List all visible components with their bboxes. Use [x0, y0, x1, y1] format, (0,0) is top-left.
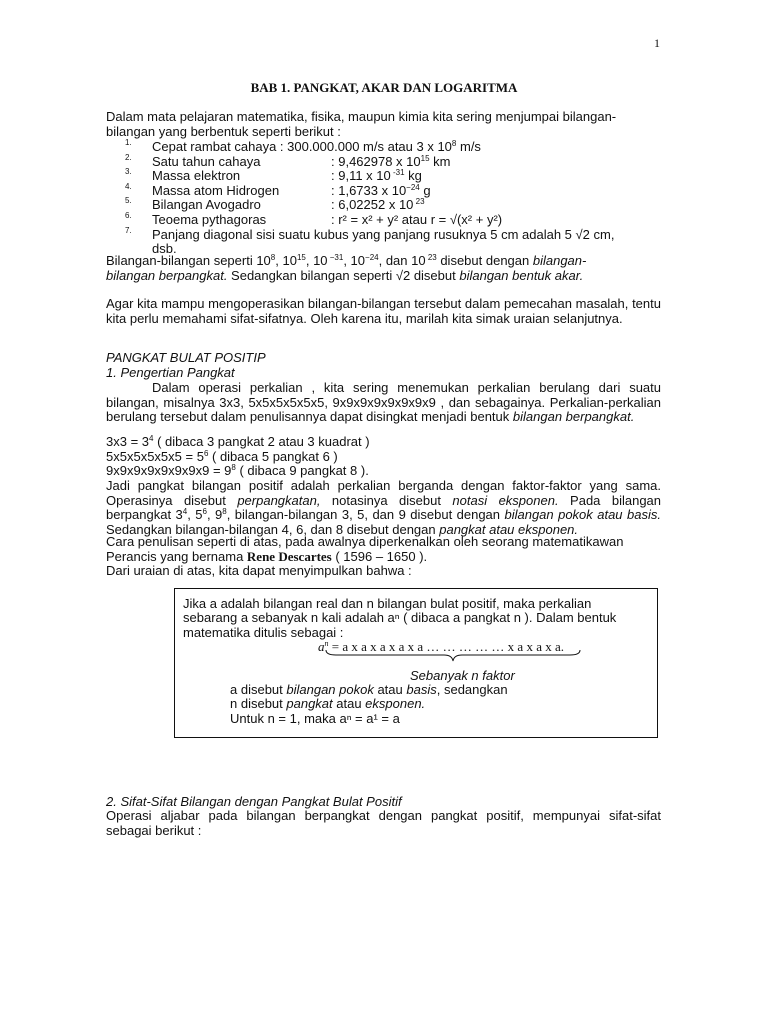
box-line-3: matematika ditulis sebagai :: [183, 625, 344, 640]
list-item: [125, 210, 665, 228]
agar-paragraph: Agar kita mampu mengoperasikan bilangan-bilangan tersebut dalam pemecahan masalah, tentu kita perlu memahami sifat-sifatnya. Oleh karena itu, marilah kita simak uraian selanjutnya.: [106, 296, 661, 326]
sifat-paragraph: Operasi aljabar pada bilangan berpangkat dengan pangkat positif, mempunyai sifat-sifat sebagai berikut :: [106, 808, 661, 838]
list-number: 6.: [125, 210, 132, 220]
list-item: [125, 169, 665, 184]
list-number: 3.: [125, 167, 132, 177]
list-item: [125, 140, 665, 155]
jadi-paragraph: Jadi pangkat bilangan positif adalah perkalian berganda dengan faktor-faktor yang sama. Operasinya disebut perpangkatan, notasinya disebut notasi eksponen. Pada bilangan berpangkat $3^4$, $5^6$, $9^8$, bilangan-bilangan 3, 5, dan 9 disebut dengan bilangan pokok atau basis. Sedangkan bilangan-bilangan 4, 6, dan 8 disebut dengan pangkat atau eksponen.: [106, 478, 662, 537]
list-text: Satu tahun cahaya: [152, 153, 261, 169]
bilangan-paragraph: [106, 254, 661, 283]
page-number: 1: [654, 36, 660, 50]
formula: $a^n = a$ x a x a x a x a … … … … … x a x a x a.: [318, 639, 564, 654]
example-9: $9x9x9x9x9x9x9x9 = 9^8$ ( dibaca 9 pangkat 8 ).: [106, 463, 369, 478]
box-line-1: Jika a adalah bilangan real dan n bilangan bulat positif, maka perkalian: [183, 596, 592, 611]
operasi-paragraph: Dalam operasi perkalian , kita sering menemukan perkalian berulang dari suatu bilangan, misalnya 3x3, 5x5x5x5x5x5, 9x9x9x9x9x9x9x9 , dan sebagainya. Perkalian-perkalian berulang tersebut dalam penulisannya dapat disingkat menjadi bentuk bilangan berpangkat.: [106, 380, 661, 425]
list-item: [125, 198, 665, 213]
definition-base: a disebut bilangan pokok atau basis, sedangkan: [230, 682, 508, 697]
list-number: 4.: [125, 181, 132, 191]
bilangan-line-1: Bilangan-bilangan seperti $10^8$, $10^{15}$, 10 $^{-31}$, $10^{-24}$, dan 10 $^{23}$ disebut dengan bilangan-: [106, 253, 587, 268]
example-5: $5x5x5x5x5x5 = 5^6$ ( dibaca 5 pangkat 6 ): [106, 449, 338, 464]
subsection-heading-2: 2. Sifat-Sifat Bilangan dengan Pangkat Bulat Positif: [106, 794, 402, 809]
examples-list: [125, 140, 665, 257]
chapter-title: BAB 1. PANGKAT, AKAR DAN LOGARITMA: [250, 80, 518, 95]
list-item: [125, 181, 665, 199]
definition-n-equals-1: Untuk n = 1, maka aⁿ = a¹ = a: [230, 711, 400, 726]
section-heading: PANGKAT BULAT POSITIP: [106, 350, 266, 365]
dari-paragraph: Dari uraian di atas, kita dapat menyimpulkan bahwa :: [106, 563, 412, 578]
list-number: 1.: [125, 138, 132, 147]
list-number: 5.: [125, 196, 132, 206]
list-text: Massa atom Hidrogen: [152, 182, 280, 198]
list-value: : r² = x² + y² atau r = √(x² + y²): [331, 211, 503, 227]
bilangan-line-2: bilangan berpangkat. Sedangkan bilangan seperti √2 disebut bilangan bentuk akar.: [106, 267, 584, 283]
curly-brace-icon: [324, 648, 582, 662]
list-text: Teoema pythagoras: [152, 211, 267, 227]
list-value: : 9,11 x 10 $^{-31}$ kg: [331, 168, 422, 184]
example-3: $3x3 = 3^4$ ( dibaca 3 pangkat 2 atau 3 kuadrat ): [106, 434, 370, 449]
list-text: Panjang diagonal sisi suatu kubus yang panjang rusuknya 5 cm adalah 5 √2 cm,: [152, 226, 615, 242]
list-continuation: dsb.: [152, 241, 177, 257]
intro-line-2: bilangan yang berbentuk seperti berikut :: [106, 123, 341, 139]
subsection-heading: 1. Pengertian Pangkat: [106, 365, 235, 380]
list-item: [125, 152, 665, 170]
list-value: : 1,6733 x $10^{-24}$ g: [331, 182, 431, 198]
intro-paragraph: [106, 110, 661, 139]
cara-paragraph: Cara penulisan seperti di atas, pada awalnya diperkenalkan oleh seorang matematikawan Perancis yang bernama Rene Descartes ( 1596 – 1650 ).: [106, 534, 624, 564]
list-value: : 6,02252 x 10 $^{23}$: [331, 197, 425, 213]
box-line-2: sebarang a sebanyak n kali adalah aⁿ ( dibaca a pangkat n ). Dalam bentuk: [183, 610, 617, 625]
list-text: Bilangan Avogadro: [152, 197, 261, 213]
brace-label: Sebanyak n faktor: [410, 668, 515, 683]
definition-exponent: n disebut pangkat atau eksponen.: [230, 696, 426, 711]
list-item: [125, 225, 665, 243]
intro-line-1: Dalam mata pelajaran matematika, fisika, maupun kimia kita sering menjumpai bilangan-: [106, 109, 617, 124]
list-number: 2.: [125, 152, 132, 162]
list-value: : 9,462978 x $10^{15}$ km: [331, 153, 451, 169]
list-text: Cepat rambat cahaya : 300.000.000 m/s atau 3 x $10^8$ m/s: [152, 139, 481, 154]
list-text: Massa elektron: [152, 168, 241, 184]
list-number: 7.: [125, 225, 132, 235]
